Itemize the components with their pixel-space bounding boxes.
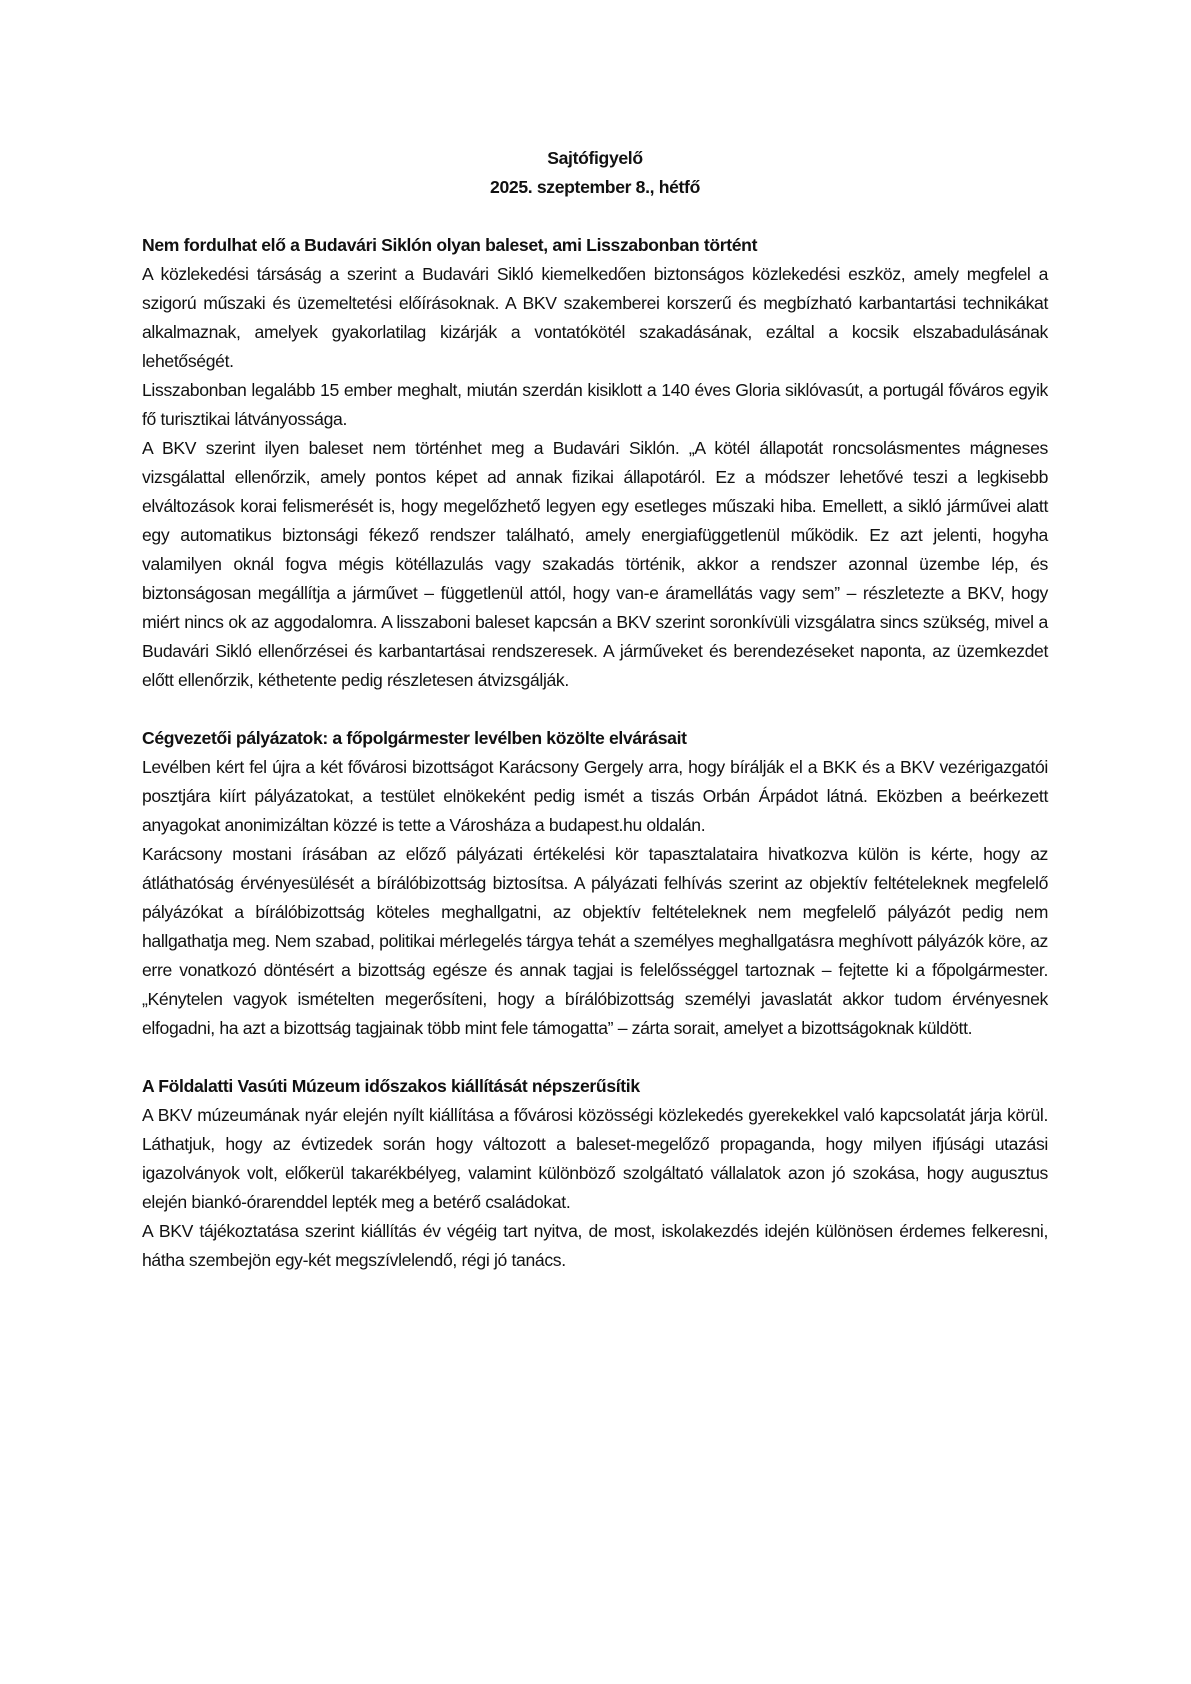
article-paragraph: Levélben kért fel újra a két fővárosi bizottságot Karácsony Gergely arra, hogy bírálják el a BKK és a BKV vezérigazgatói posztjára kiírt pályázatokat, a testület elnökeként pedig ismét a tiszás Orbán Árpádot látná. Eközben a beérkezett anyagokat anonimizáltan közzé is tette a Városháza a budapest.hu oldalán. bbox=[142, 757, 1048, 835]
spacer bbox=[142, 1043, 1048, 1072]
document-date: 2025. szeptember 8., hétfő bbox=[490, 177, 700, 197]
article-paragraph: A BKV szerint ilyen baleset nem történhet meg a Budavári Siklón. „A kötél állapotát roncsolásmentes mágneses vizsgálattal ellenőrzik, amely pontos képet ad annak fizikai állapotáról. Ez a módszer lehetővé teszi a legkisebb elváltozások korai felismerését is, hogy megelőzhető legyen egy esetleges műszaki hiba. Emellett, a sikló járművei alatt egy automatikus biztonsági fékező rendszer található, amely energiafüggetlenül működik. Ez azt jelenti, hogyha valamilyen oknál fogva mégis kötéllazulás vagy szakadás történik, akkor a rendszer azonnal üzembe lép, és biztonságosan megállítja a járművet – függetlenül attól, hogy van-e áramellátás vagy sem” – részletezte a BKV, hogy miért nincs ok az aggodalomra. A lisszaboni baleset kapcsán a BKV szerint soronkívüli vizsgálatra sincs szükség, mivel a Budavári Sikló ellenőrzései és karbantartásai rendszeresek. A járműveket és berendezéseket naponta, az üzemkezdet előtt ellenőrzik, kéthetente pedig részletesen átvizsgálják. bbox=[142, 438, 1048, 690]
document-title: Sajtófigyelő bbox=[547, 148, 643, 168]
article-paragraph: Karácsony mostani írásában az előző pályázati értékelési kör tapasztalataira hivatkozva külön is kérte, hogy az átláthatóság érvényesülését a bírálóbizottság biztosítsa. A pályázati felhívás szerint az objektív feltételeknek megfelelő pályázókat a bírálóbizottság köteles meghallgatni, az objektív feltételeknek nem megfelelő pályázót pedig nem hallgathatja meg. Nem szabad, politikai mérlegelés tárgya tehát a személyes meghallgatásra meghívott pályázók köre, az erre vonatkozó döntésért a bizottság egésze és annak tagjai is felelősséggel tartoznak – fejtette ki a főpolgármester. „Kénytelen vagyok ismételten megerősíteni, hogy a bírálóbizottság személyi javaslatát akkor tudom érvényesnek elfogadni, ha azt a bizottság tagjainak több mint fele támogatta” – zárta sorait, amelyet a bizottságoknak küldött. bbox=[142, 844, 1048, 1038]
article-title: Cégvezetői pályázatok: a főpolgármester levélben közölte elvárásait bbox=[142, 728, 687, 748]
article-paragraph: A BKV múzeumának nyár elején nyílt kiállítása a fővárosi közösségi közlekedés gyerekekkel való kapcsolatát járja körül. Láthatjuk, hogy az évtizedek során hogy változott a baleset-megelőző propaganda, hogy milyen ifjúsági utazási igazolványok volt, előkerül takarékbélyeg, valamint különböző szolgáltató vállalatok azon jó szokása, hogy augusztus elején biankó-órarenddel lepték meg a betérő családokat. bbox=[142, 1105, 1048, 1212]
document-header bbox=[142, 144, 1048, 202]
article-1 bbox=[142, 231, 1048, 695]
article-title: Nem fordulhat elő a Budavári Siklón olyan baleset, ami Lisszabonban történt bbox=[142, 235, 758, 255]
article-paragraph: A BKV tájékoztatása szerint kiállítás év végéig tart nyitva, de most, iskolakezdés idején különösen érdemes felkeresni, hátha szembejön egy-két megszívlelendő, régi jó tanács. bbox=[142, 1221, 1048, 1270]
article-paragraph: Lisszabonban legalább 15 ember meghalt, miután szerdán kisiklott a 140 éves Gloria siklóvasút, a portugál főváros egyik fő turisztikai látványossága. bbox=[142, 380, 1048, 429]
article-3 bbox=[142, 1072, 1048, 1275]
spacer bbox=[142, 695, 1048, 724]
article-paragraph: A közlekedési társáság a szerint a Budavári Sikló kiemelkedően biztonságos közlekedési eszköz, amely megfelel a szigorú műszaki és üzemeltetési előírásoknak. A BKV szakemberei korszerű és megbízható karbantartási technikákat alkalmaznak, amelyek gyakorlatilag kizárják a vontatókötél szakadásának, ezáltal a kocsik elszabadulásának lehetőségét. bbox=[142, 264, 1048, 371]
spacer bbox=[142, 202, 1048, 231]
article-title: A Földalatti Vasúti Múzeum időszakos kiállítását népszerűsítik bbox=[142, 1076, 640, 1096]
document-page bbox=[142, 144, 1048, 1275]
article-2 bbox=[142, 724, 1048, 1043]
